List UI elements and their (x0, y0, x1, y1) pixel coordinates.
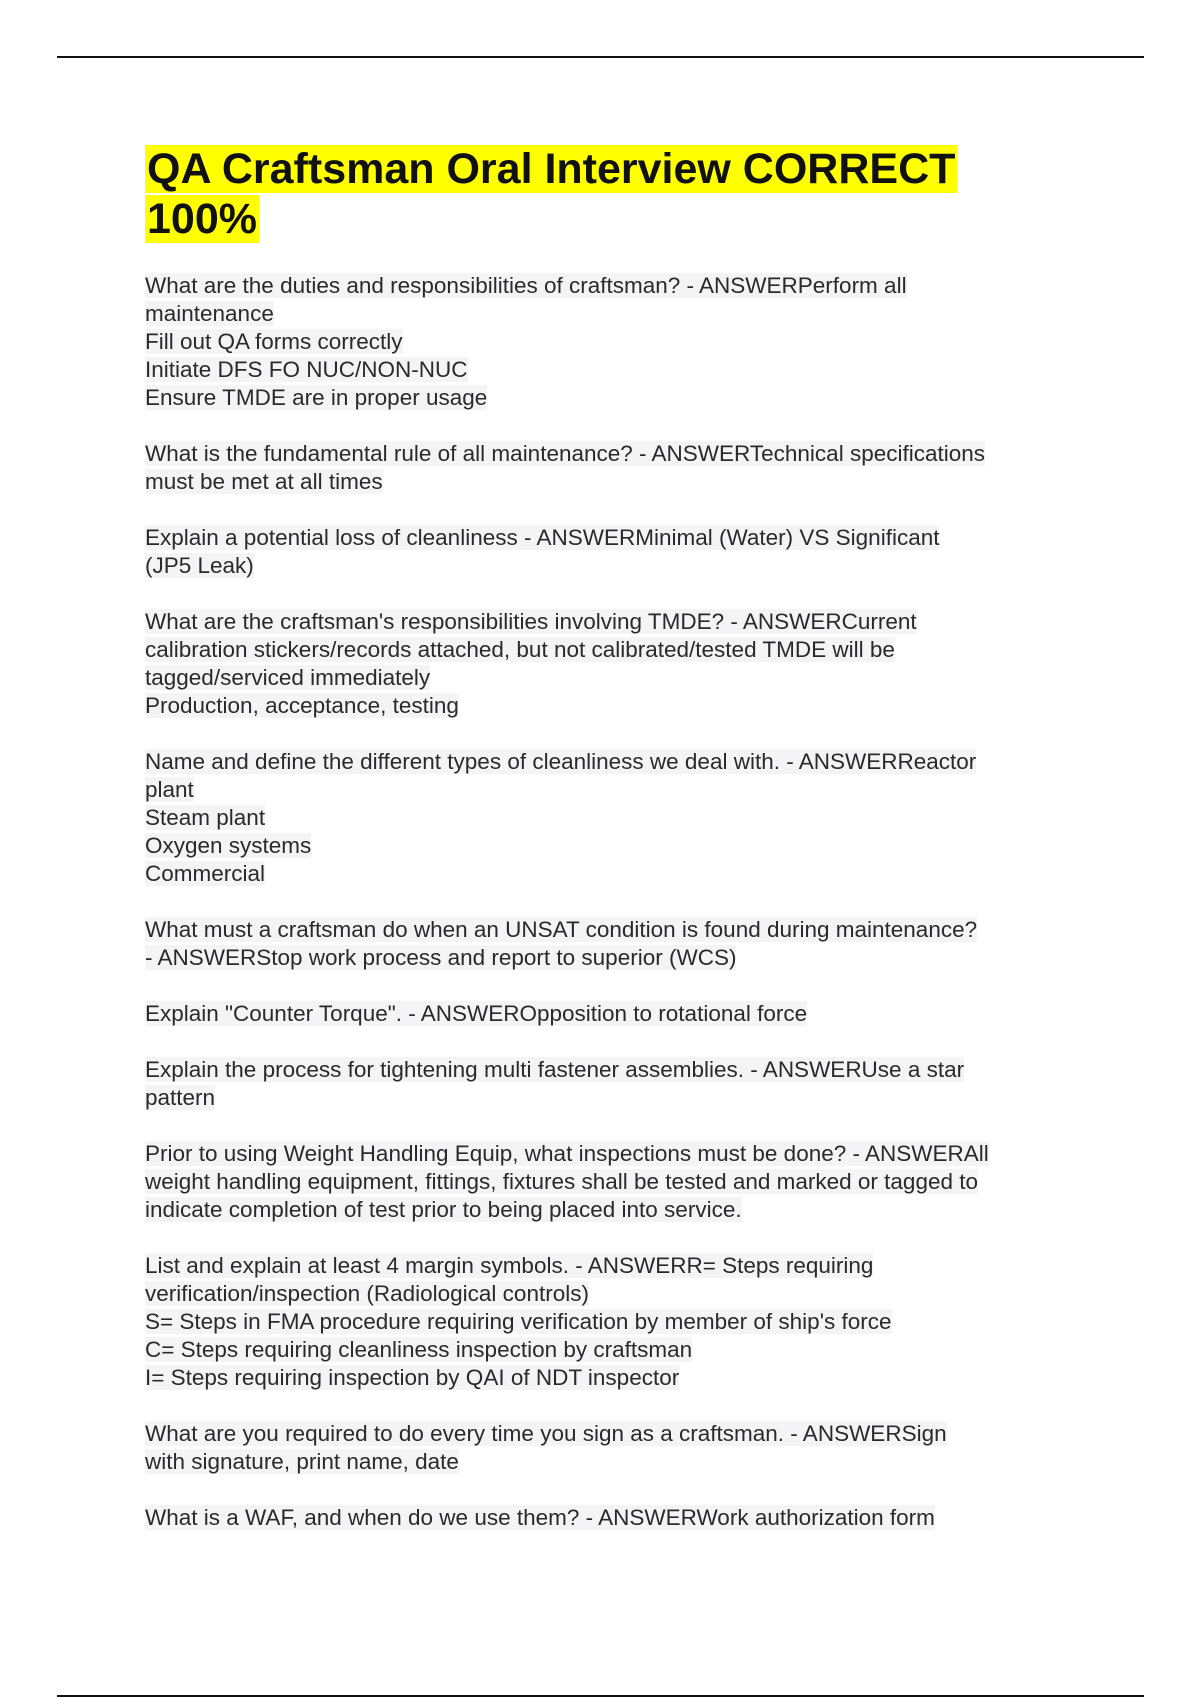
document-body (145, 144, 1055, 1560)
qa-line (145, 608, 1055, 636)
qa-line-text: Name and define the different types of cleanliness we deal with. - ANSWERReactor (145, 749, 977, 774)
qa-line (145, 524, 1055, 552)
qa-line (145, 1168, 1055, 1196)
qa-line-text: tagged/serviced immediately (145, 665, 431, 690)
qa-line (145, 636, 1055, 664)
qa-line (145, 552, 1055, 580)
qa-item (145, 272, 1055, 412)
qa-item (145, 608, 1055, 720)
qa-item (145, 440, 1055, 496)
qa-line-text: What are the duties and responsibilities of craftsman? - ANSWERPerform all (145, 273, 907, 298)
qa-line (145, 692, 1055, 720)
qa-line (145, 384, 1055, 412)
document-title (145, 144, 1055, 244)
qa-line (145, 1364, 1055, 1392)
qa-line (145, 1280, 1055, 1308)
qa-line-text: Production, acceptance, testing (145, 693, 459, 718)
qa-line (145, 1448, 1055, 1476)
qa-item (145, 524, 1055, 580)
qa-line (145, 1000, 1055, 1028)
qa-line-text: must be met at all times (145, 469, 383, 494)
qa-line (145, 1504, 1055, 1532)
qa-line-text: C= Steps requiring cleanliness inspection by craftsman (145, 1337, 693, 1362)
qa-line (145, 1056, 1055, 1084)
qa-line-text: Prior to using Weight Handling Equip, what inspections must be done? - ANSWERAll (145, 1141, 989, 1166)
qa-line-text: Fill out QA forms correctly (145, 329, 403, 354)
qa-line-text: pattern (145, 1085, 216, 1110)
qa-line (145, 1084, 1055, 1112)
qa-item (145, 1140, 1055, 1224)
qa-line (145, 1196, 1055, 1224)
qa-line-text: with signature, print name, date (145, 1449, 459, 1474)
qa-item (145, 916, 1055, 972)
qa-line (145, 944, 1055, 972)
qa-line (145, 916, 1055, 944)
qa-line-text: List and explain at least 4 margin symbols. - ANSWERR= Steps requiring (145, 1253, 874, 1278)
qa-line-text: What is the fundamental rule of all maintenance? - ANSWERTechnical specifications (145, 441, 986, 466)
qa-line-text: - ANSWERStop work process and report to superior (WCS) (145, 945, 737, 970)
qa-line-text: maintenance (145, 301, 274, 326)
qa-line-text: (JP5 Leak) (145, 553, 254, 578)
qa-line (145, 440, 1055, 468)
qa-line-text: calibration stickers/records attached, but not calibrated/tested TMDE will be (145, 637, 895, 662)
top-rule (57, 56, 1144, 58)
qa-line-text: I= Steps requiring inspection by QAI of NDT inspector (145, 1365, 680, 1390)
qa-line-text: Explain a potential loss of cleanliness - ANSWERMinimal (Water) VS Significant (145, 525, 940, 550)
qa-line (145, 804, 1055, 832)
qa-item (145, 1252, 1055, 1392)
qa-line (145, 328, 1055, 356)
qa-line (145, 664, 1055, 692)
qa-line (145, 1308, 1055, 1336)
qa-line (145, 1140, 1055, 1168)
qa-line (145, 468, 1055, 496)
qa-line (145, 300, 1055, 328)
qa-line-text: S= Steps in FMA procedure requiring verification by member of ship's force (145, 1309, 892, 1334)
document-title-text: QA Craftsman Oral Interview CORRECT 100% (147, 145, 956, 243)
qa-line (145, 860, 1055, 888)
qa-line-text: What must a craftsman do when an UNSAT condition is found during maintenance? (145, 917, 978, 942)
qa-line-text: plant (145, 777, 194, 802)
qa-line (145, 1252, 1055, 1280)
qa-item (145, 1504, 1055, 1532)
qa-line (145, 832, 1055, 860)
qa-item (145, 1056, 1055, 1112)
qa-line-text: Explain "Counter Torque". - ANSWEROpposition to rotational force (145, 1001, 808, 1026)
qa-list (145, 272, 1055, 1532)
qa-line (145, 356, 1055, 384)
qa-line-text: Oxygen systems (145, 833, 312, 858)
qa-item (145, 1000, 1055, 1028)
qa-line-text: indicate completion of test prior to being placed into service. (145, 1197, 742, 1222)
bottom-rule (57, 1695, 1144, 1697)
qa-line-text: Commercial (145, 861, 266, 886)
qa-line-text: What are the craftsman's responsibilities involving TMDE? - ANSWERCurrent (145, 609, 917, 634)
qa-line (145, 748, 1055, 776)
qa-item (145, 1420, 1055, 1476)
qa-line-text: What is a WAF, and when do we use them? - ANSWERWork authorization form (145, 1505, 935, 1530)
qa-line (145, 776, 1055, 804)
qa-line (145, 1420, 1055, 1448)
qa-line-text: Initiate DFS FO NUC/NON-NUC (145, 357, 468, 382)
qa-item (145, 748, 1055, 888)
qa-line (145, 1336, 1055, 1364)
qa-line-text: Explain the process for tightening multi fastener assemblies. - ANSWERUse a star (145, 1057, 965, 1082)
qa-line-text: weight handling equipment, fittings, fixtures shall be tested and marked or tagged to (145, 1169, 979, 1194)
qa-line (145, 272, 1055, 300)
qa-line-text: Steam plant (145, 805, 266, 830)
qa-line-text: What are you required to do every time you sign as a craftsman. - ANSWERSign (145, 1421, 947, 1446)
qa-line-text: verification/inspection (Radiological controls) (145, 1281, 589, 1306)
qa-line-text: Ensure TMDE are in proper usage (145, 385, 488, 410)
